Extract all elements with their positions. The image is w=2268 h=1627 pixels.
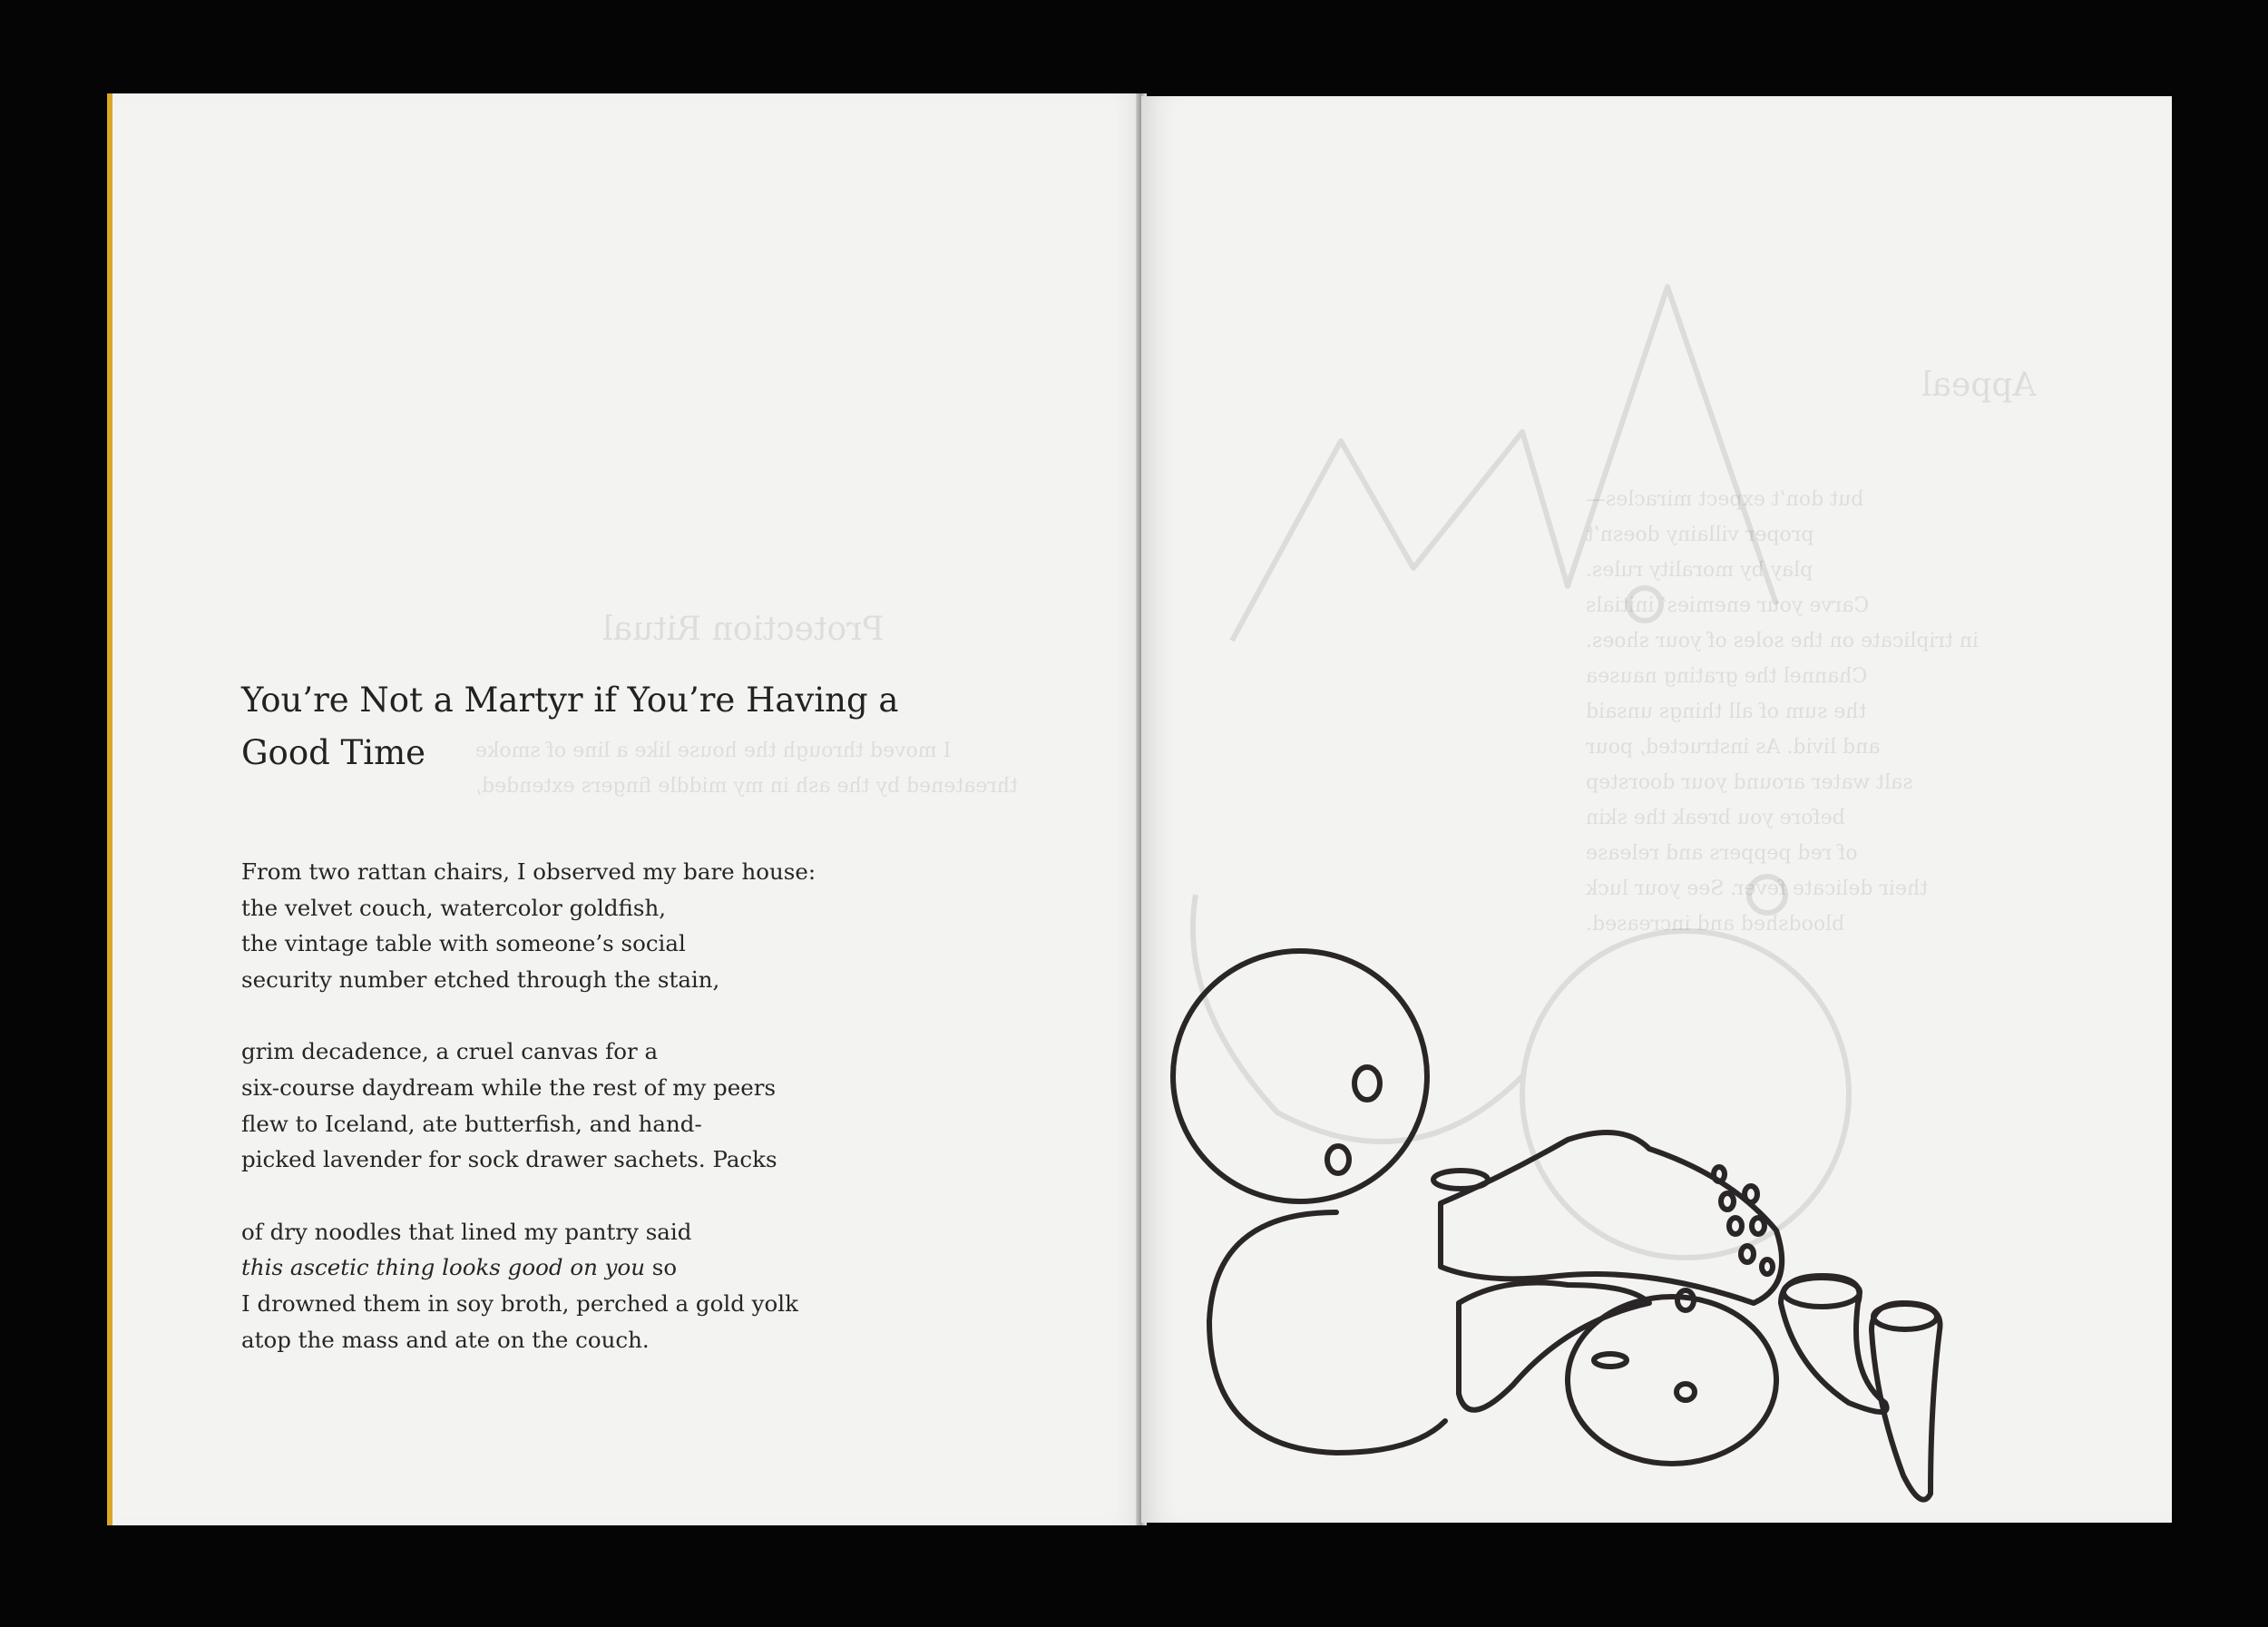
poem-line: atop the mass and ate on the couch. xyxy=(241,1326,650,1353)
bleed-through-lines: I moved through the house like a line of smoke threatened by the ash in my middle fingers extended, xyxy=(475,740,1018,798)
left-page xyxy=(107,93,1147,1525)
poem-line: of dry noodles that lined my pantry said xyxy=(241,1218,692,1245)
stanza xyxy=(241,1214,1040,1357)
poem-line: the vintage table with someone’s social xyxy=(241,930,686,957)
poem-line: I drowned them in soy broth, perched a gold yolk xyxy=(241,1289,798,1317)
poem-line: the velvet couch, watercolor goldfish, xyxy=(241,894,667,921)
poem-line: security number etched through the stain, xyxy=(241,965,720,993)
bleed-through-lines: but don’t expect miracles— proper villainy doesn’t play by morality rules. Carve your enemies’ initials in triplicate on the soles of your shoes. Channel the grating nausea the sum of all things unsaid and livid. As instructed, pour salt water around your doorstep before you break the skin of red peppers and release their delicate fever. See your luck bloodshed and increased. xyxy=(1586,488,1980,936)
poem-line: picked lavender for sock drawer sachets. Packs xyxy=(241,1146,777,1173)
stanza xyxy=(241,1034,1040,1177)
bleed-through-title: Appeal xyxy=(1921,367,2037,404)
fruit-illustration xyxy=(1141,96,2172,1523)
italic-phrase: this ascetic thing looks good on you xyxy=(241,1254,646,1281)
cut-stalk-right xyxy=(1872,1303,1941,1500)
poem-title-line: You’re Not a Martyr if You’re Having a xyxy=(241,681,899,720)
bottom-round-fruit xyxy=(1209,1212,1445,1453)
large-round-fruit xyxy=(1173,951,1427,1201)
poem-title xyxy=(241,674,1040,779)
poem-title-line: Good Time xyxy=(241,733,426,772)
poem-line-rest: so xyxy=(645,1254,678,1281)
poem-line: From two rattan chairs, I observed my bare house: xyxy=(241,858,816,885)
poem-line xyxy=(241,1250,1040,1286)
poem-line: flew to Iceland, ate butterfish, and hand- xyxy=(241,1110,702,1137)
poem-line: six-course daydream while the rest of my peers xyxy=(241,1073,777,1101)
stanza xyxy=(241,854,1040,997)
right-page xyxy=(1141,96,2172,1523)
bleed-through-title: Protection Ritual xyxy=(602,611,885,648)
poem-body xyxy=(241,854,1040,1394)
poem-line: grim decadence, a cruel canvas for a xyxy=(241,1038,659,1065)
